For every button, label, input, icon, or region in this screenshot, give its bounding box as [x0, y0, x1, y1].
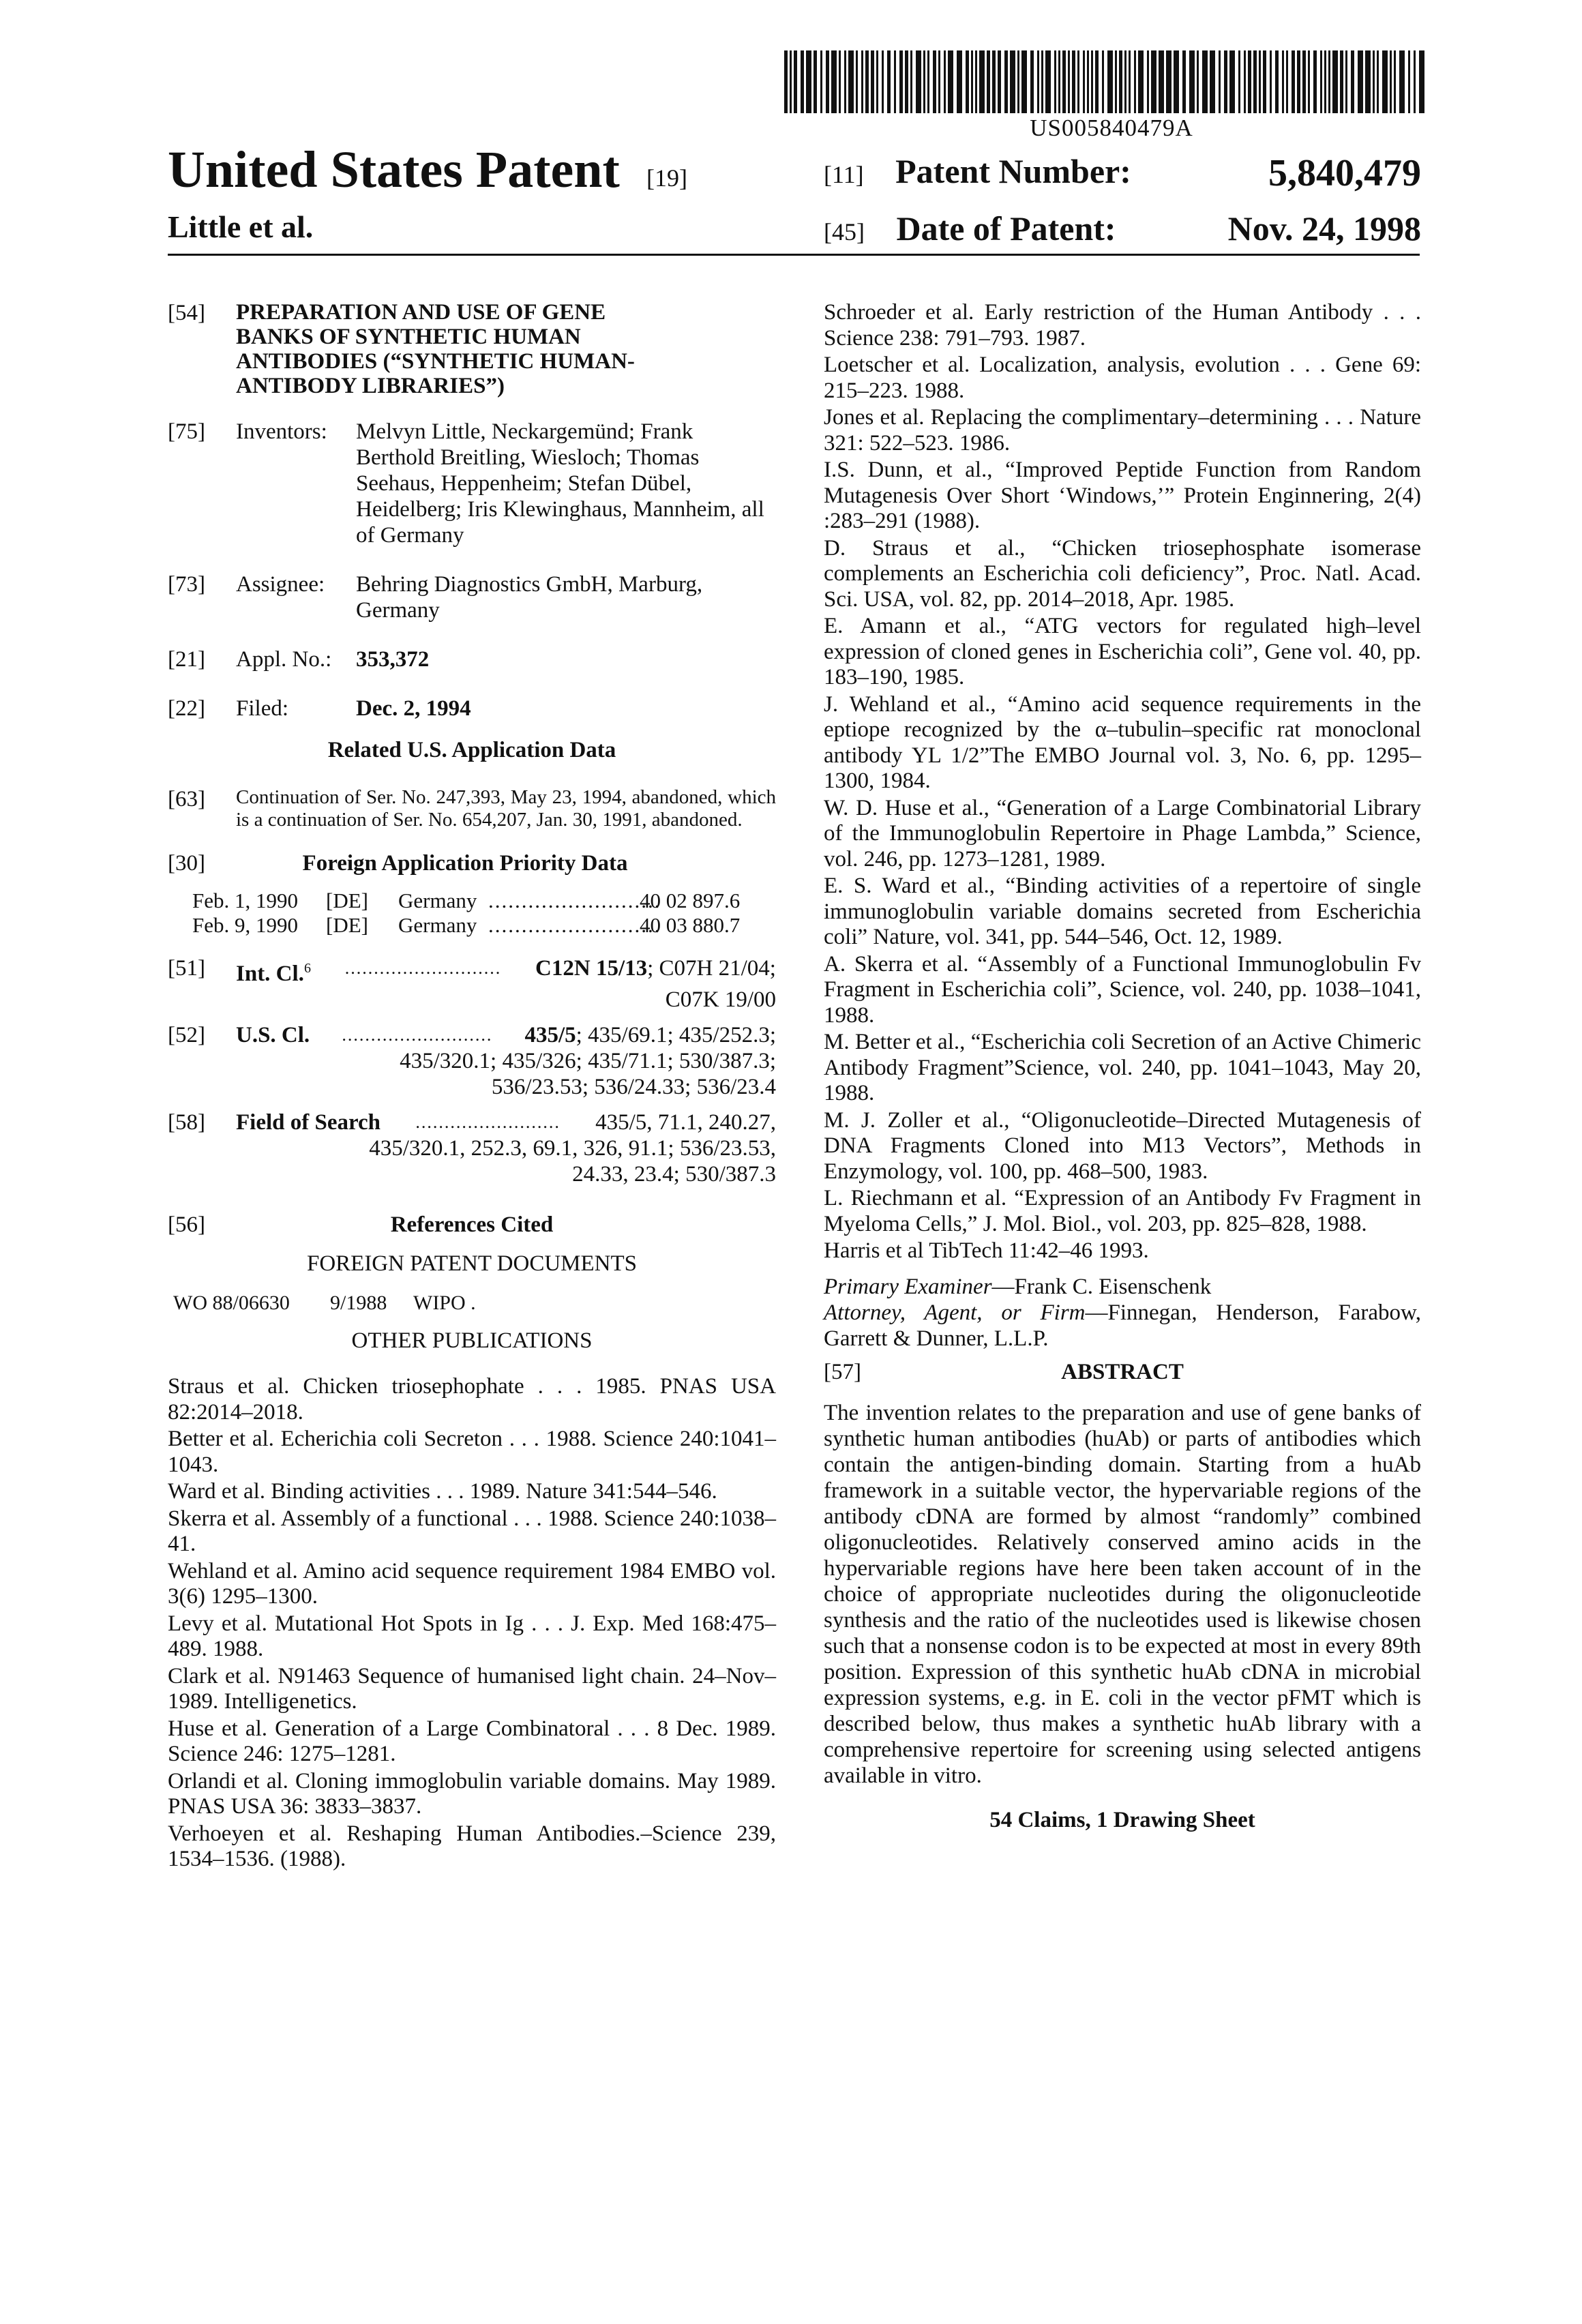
- field-of-search-line3: 24.33, 23.4; 530/387.3: [572, 1162, 776, 1187]
- barcode-bar: [1087, 50, 1089, 113]
- barcode-bar: [1340, 50, 1343, 113]
- barcode-bar: [1292, 50, 1295, 113]
- priority-table: [192, 889, 776, 938]
- barcode-bar: [923, 50, 925, 113]
- filed-block: [236, 696, 776, 721]
- barcode-bar: [1138, 50, 1144, 113]
- dot-leader: .........................: [415, 1112, 561, 1132]
- barcode-bar: [944, 50, 946, 113]
- priority-number: 40 03 880.7: [640, 913, 741, 937]
- int-cl-edition: 6: [303, 961, 311, 976]
- appl-no-block: [236, 646, 776, 672]
- barcode-bar: [1238, 50, 1240, 113]
- barcode-bar: [1358, 50, 1363, 113]
- barcode-bar: [1302, 50, 1306, 113]
- barcode-bar: [1248, 50, 1251, 113]
- us-cl-line3: 536/23.53; 536/24.33; 536/23.4: [491, 1075, 776, 1099]
- barcode-bar: [1124, 50, 1126, 113]
- publication: Ward et al. Binding activities . . . 1989. Nature 341:544–546.: [168, 1479, 717, 1504]
- barcode-bar: [1345, 50, 1347, 113]
- barcode-bar: [1259, 50, 1261, 113]
- reference: L. Riechmann et al. “Expression of an Antibody Fv Fragment in Myeloma Cells,” J. Mol. Biol., vol. 203, pp. 825–828, 1988.: [824, 1186, 1421, 1236]
- dot-leader: ..........................: [488, 913, 661, 937]
- barcode-bar: [1365, 50, 1371, 113]
- reference: J. Wehland et al., “Amino acid sequence requirements in the eptiope recognized by the α–tubulin–specific rat monoclonal antibody YL 1/2”The EMBO Journal vol. 3, No. 6, pp. 1295–1300, 1984.: [824, 691, 1421, 793]
- related-data-heading: Related U.S. Application Data: [327, 738, 616, 762]
- barcode-bar: [1166, 50, 1171, 113]
- us-cl-label: U.S. Cl.: [236, 1023, 310, 1047]
- barcode-bar: [790, 50, 792, 113]
- barcode-bar: [1308, 50, 1310, 113]
- assignee-line1: Behring Diagnostics GmbH, Marburg,: [356, 572, 703, 597]
- barcode-bar: [987, 50, 990, 113]
- barcode-bar: [1324, 50, 1326, 113]
- publication: Levy et al. Mutational Hot Spots in Ig . . . J. Exp. Med 168:475–489. 1988.: [168, 1611, 776, 1661]
- foreign-docs-heading: FOREIGN PATENT DOCUMENTS: [306, 1251, 638, 1276]
- foreign-doc-row: [173, 1292, 776, 1315]
- barcode-bar: [820, 50, 822, 113]
- barcode-bar: [1072, 50, 1075, 113]
- date-code: [45]: [824, 218, 865, 245]
- field-52: [168, 1022, 776, 1100]
- header-rule: [168, 254, 1420, 256]
- publication: Skerra et al. Assembly of a functional . . . 1988. Science 240:1038–41.: [168, 1506, 776, 1556]
- other-pubs-heading: OTHER PUBLICATIONS: [351, 1328, 593, 1353]
- field-51: [168, 955, 776, 1013]
- reference: M. J. Zoller et al., “Oligonucleotide–Directed Mutagenesis of DNA Fragments Cloned into M13 Vectors”, Methods in Enzymology, vol. 100, pp. 468–500, 1983.: [824, 1107, 1421, 1184]
- barcode-bar: [1390, 50, 1392, 113]
- patent-number-code: [11]: [824, 161, 864, 188]
- reference: Schroeder et al. Early restriction of the Human Antibody . . . Science 238: 791–793. 1987.: [824, 300, 1421, 351]
- references-heading: References Cited: [390, 1212, 554, 1237]
- barcode-bar: [1297, 50, 1300, 113]
- field-code: [57]: [824, 1359, 861, 1384]
- foreign-doc-number: WO 88/06630: [173, 1292, 290, 1314]
- barcode-bar: [905, 50, 908, 113]
- publication: Straus et al. Chicken triosephophate . . . 1985. PNAS USA 82:2014–2018.: [168, 1374, 776, 1425]
- int-cl-block: [236, 955, 776, 1013]
- field-code: [51]: [168, 956, 205, 981]
- field-56: [168, 1212, 776, 1238]
- filed-label: Filed:: [236, 696, 289, 721]
- patent-title: United States Patent: [168, 141, 620, 198]
- barcode-bar: [848, 50, 854, 113]
- field-21: [168, 646, 776, 672]
- barcode-bar: [876, 50, 878, 113]
- right-column: [824, 300, 1421, 1833]
- barcode-bar: [975, 50, 977, 113]
- barcode-bar: [1332, 50, 1338, 113]
- us-cl-rest: ; 435/69.1; 435/252.3;: [576, 1023, 776, 1047]
- barcode-bar: [1095, 50, 1099, 113]
- barcode-bar: [1045, 50, 1051, 113]
- barcode-bar: [1270, 50, 1272, 113]
- barcode-bar: [1091, 50, 1093, 113]
- barcode-bar: [1202, 50, 1208, 113]
- field-30: [168, 850, 776, 876]
- field-54: [168, 300, 776, 398]
- us-cl-line2: 435/320.1; 435/326; 435/71.1; 530/387.3;: [400, 1049, 776, 1073]
- barcode-bar: [882, 50, 884, 113]
- barcode-bar: [1147, 50, 1149, 113]
- barcode-bar: [1021, 50, 1027, 113]
- field-of-search-block: [236, 1109, 776, 1187]
- date-row: [824, 209, 1421, 248]
- int-cl-label: Int. Cl.: [236, 962, 304, 986]
- barcode-bar: [1159, 50, 1164, 113]
- field-of-search-line1: 435/5, 71.1, 240.27,: [595, 1110, 776, 1135]
- authors: Little et al.: [168, 209, 314, 244]
- barcode-bar: [1219, 50, 1221, 113]
- priority-row: [192, 889, 776, 913]
- reference: E. S. Ward et al., “Binding activities of a repertoire of single immunoglobulin variable domains secreted from Escherichia coli” Nature, vol. 341, pp. 544–546, Oct. 12, 1989.: [824, 874, 1421, 949]
- barcode-bar: [1263, 50, 1266, 113]
- field-code: [21]: [168, 647, 205, 672]
- barcode-bar: [1244, 50, 1246, 113]
- barcode-bar: [1083, 50, 1085, 113]
- barcode-bar: [1282, 50, 1284, 113]
- us-cl-main: 435/5: [524, 1023, 576, 1047]
- barcode-bar: [1313, 50, 1317, 113]
- barcode-bar: [948, 50, 953, 113]
- barcode-bar: [1010, 50, 1015, 113]
- barcode-bar: [1107, 50, 1113, 113]
- barcode-bar: [966, 50, 969, 113]
- barcode-bar: [856, 50, 858, 113]
- barcode-bar: [1119, 50, 1122, 113]
- barcode-bar: [1399, 50, 1405, 113]
- document-number: US005840479A: [1030, 115, 1193, 141]
- barcode-bar: [861, 50, 863, 113]
- publication: Huse et al. Generation of a Large Combinatoral . . . 8 Dec. 1989. Science 246: 1275–1281.: [168, 1716, 776, 1766]
- int-cl-rest: ; C07H 21/04;: [647, 956, 776, 981]
- reference: Jones et al. Replacing the complimentary–determining . . . Nature 321: 522–523. 1986.: [824, 405, 1421, 456]
- barcode-bar: [1373, 50, 1375, 113]
- primary-examiner-label: Primary Examiner: [824, 1274, 992, 1299]
- patent-number-row: [824, 151, 1421, 194]
- field-of-search-line2: 435/320.1, 252.3, 69.1, 326, 91.1; 536/23.53,: [369, 1136, 776, 1161]
- attorney: [824, 1300, 1421, 1352]
- int-cl-line2: C07K 19/00: [665, 987, 776, 1012]
- field-57: [824, 1360, 1421, 1385]
- barcode-bar: [1115, 50, 1117, 113]
- barcode-bar: [971, 50, 973, 113]
- field-code: [52]: [168, 1023, 205, 1047]
- field-code: [73]: [168, 572, 205, 597]
- barcode-bar: [957, 50, 962, 113]
- int-cl-main: C12N 15/13: [535, 956, 648, 981]
- barcode-bar: [1017, 50, 1019, 113]
- barcode-bar: [933, 50, 936, 113]
- field-code: [22]: [168, 696, 205, 721]
- field-73: [168, 571, 776, 623]
- barcode-bar: [1197, 50, 1199, 113]
- barcode-bar: [1377, 50, 1379, 113]
- primary-examiner-name: —Frank C. Eisenschenk: [991, 1274, 1212, 1299]
- field-code: [75]: [168, 419, 205, 444]
- us-cl-block: [236, 1022, 776, 1100]
- priority-date: Feb. 9, 1990: [192, 913, 298, 937]
- field-58: [168, 1109, 776, 1187]
- barcode-bar: [1129, 50, 1131, 113]
- field-code: [58]: [168, 1110, 205, 1135]
- barcode-bar: [1134, 50, 1136, 113]
- barcode-bar: [1382, 50, 1388, 113]
- barcode-bar: [844, 50, 846, 113]
- barcode-bar: [927, 50, 929, 113]
- barcode: [784, 50, 1425, 113]
- field-of-search-label: Field of Search: [236, 1110, 381, 1135]
- field-63: [168, 786, 776, 831]
- barcode-bar: [992, 50, 996, 113]
- barcode-bar: [1041, 50, 1043, 113]
- dot-leader: ..........................: [488, 889, 661, 912]
- publication: Orlandi et al. Cloning immoglobulin variable domains. May 1989. PNAS USA 36: 3833–3837.: [168, 1768, 776, 1819]
- barcode-bar: [1408, 50, 1410, 113]
- publication: Wehland et al. Amino acid sequence requirement 1984 EMBO vol. 3(6) 1295–1300.: [168, 1558, 776, 1609]
- barcode-bar: [1320, 50, 1322, 113]
- reference: I.S. Dunn, et al., “Improved Peptide Function from Random Mutagenesis Over Short ‘Windows,’” Protein Enginnering, 2(4) :283–291 (1988).: [824, 458, 1421, 533]
- primary-examiner: [824, 1274, 1421, 1300]
- dot-leader: ...........................: [344, 958, 502, 978]
- inventors-label: Inventors:: [236, 419, 327, 444]
- priority-row: [192, 913, 776, 938]
- patent-date: Nov. 24, 1998: [1227, 209, 1421, 248]
- barcode-bar: [1058, 50, 1060, 113]
- inventors-rest: Berthold Breitling, Wiesloch; Thomas Seehaus, Heppenheim; Stefan Dübel, Heidelberg; Iris Klewinghaus, Mannheim, all of Germany: [356, 445, 764, 548]
- barcode-bar: [871, 50, 874, 113]
- reference: W. D. Huse et al., “Generation of a Large Combinatorial Library of the Immunoglobulin Repertoire in Phage Lambda,” Science, vol. 246, pp. 1273–1281, 1989.: [824, 795, 1421, 872]
- barcode-bar: [1102, 50, 1104, 113]
- date-label: Date of Patent:: [896, 209, 1116, 248]
- reference: A. Skerra et al. “Assembly of a Functional Immunoglobulin Fv Fragment in Escherichia coli”, Science, vol. 240, pp. 1038–1041, 1988.: [824, 951, 1421, 1028]
- left-column: [168, 300, 776, 1874]
- priority-code: [DE]: [326, 889, 368, 912]
- inventors-line1: Melvyn Little, Neckargemünd; Frank: [356, 419, 693, 444]
- barcode-bar: [894, 50, 896, 113]
- barcode-bar: [1328, 50, 1330, 113]
- barcode-bar: [1419, 50, 1424, 113]
- barcode-bar: [1077, 50, 1079, 113]
- reference: D. Straus et al., “Chicken triosephosphate isomerase complements an Escherichia coli deficiency”, Proc. Natl. Acad. Sci. USA, vol. 82, pp. 2014–2018, Apr. 1985.: [824, 535, 1421, 612]
- barcode-bar: [806, 50, 811, 113]
- barcode-bar: [1286, 50, 1288, 113]
- priority-heading: Foreign Application Priority Data: [302, 851, 628, 876]
- foreign-doc-office: WIPO .: [413, 1292, 476, 1314]
- barcode-bar: [1030, 50, 1034, 113]
- barcode-bar: [1174, 50, 1179, 113]
- other-publications: [168, 1374, 776, 1873]
- barcode-bar: [910, 50, 912, 113]
- barcode-bar: [1351, 50, 1354, 113]
- assignee-rest: Germany: [356, 598, 440, 623]
- appl-no: 353,372: [356, 647, 430, 672]
- barcode-bar: [1062, 50, 1066, 113]
- priority-country: Germany: [398, 889, 477, 912]
- assignee-label: Assignee:: [236, 572, 325, 597]
- barcode-bar: [1394, 50, 1396, 113]
- inventors-block: [236, 419, 776, 548]
- patent-number-label: Patent Number:: [895, 152, 1131, 190]
- claims-summary: 54 Claims, 1 Drawing Sheet: [989, 1807, 1255, 1832]
- barcode-bar: [1189, 50, 1195, 113]
- barcode-bar: [839, 50, 841, 113]
- barcode-bar: [784, 50, 788, 113]
- publication: Clark et al. N91463 Sequence of humanised light chain. 24–Nov–1989. Intelligenetics.: [168, 1663, 776, 1714]
- field-code: [56]: [168, 1212, 205, 1237]
- barcode-bar: [1054, 50, 1056, 113]
- title-code: [19]: [646, 164, 687, 192]
- field-code: [30]: [168, 851, 205, 876]
- reference: Harris et al TibTech 11:42–46 1993.: [824, 1238, 1149, 1263]
- abstract-heading: ABSTRACT: [1061, 1359, 1184, 1384]
- patent-number: 5,840,479: [1268, 152, 1421, 194]
- barcode-bar: [1004, 50, 1008, 113]
- field-code: [54]: [168, 301, 205, 325]
- barcode-bar: [887, 50, 891, 113]
- barcode-bar: [916, 50, 921, 113]
- reference: Loetscher et al. Localization, analysis, evolution . . . Gene 69: 215–223. 1988.: [824, 353, 1421, 403]
- priority-country: Germany: [398, 913, 477, 937]
- field-code: [63]: [168, 787, 205, 811]
- barcode-bar: [826, 50, 829, 113]
- appl-no-label: Appl. No.:: [236, 647, 332, 672]
- barcode-bar: [1414, 50, 1416, 113]
- barcode-bar: [1210, 50, 1215, 113]
- barcode-bar: [1275, 50, 1279, 113]
- publication: Better et al. Echerichia coli Secreton . . . 1988. Science 240:1041–1043.: [168, 1427, 776, 1477]
- assignee-block: [236, 571, 776, 623]
- priority-number: 40 02 897.6: [640, 889, 741, 912]
- invention-title: PREPARATION AND USE OF GENE BANKS OF SYNTHETIC HUMAN ANTIBODIES (“SYNTHETIC HUMAN-ANTIBODY LIBRARIES”): [236, 300, 635, 398]
- priority-date: Feb. 1, 1990: [192, 889, 298, 912]
- barcode-bar: [794, 50, 797, 113]
- attorney-name: —Finnegan, Henderson, Farabow, Garrett & Dunner, L.L.P.: [824, 1300, 1421, 1351]
- field-22: [168, 696, 776, 721]
- reference: M. Better et al., “Escherichia coli Secretion of an Active Chimeric Antibody Fragment”Science, vol. 240, pp. 1041–1043, May 20, 1988.: [824, 1030, 1421, 1105]
- publication: Verhoeyen et al. Reshaping Human Antibodies.–Science 239, 1534–1536. (1988).: [168, 1821, 776, 1871]
- cited-references: [824, 300, 1421, 1264]
- barcode-bar: [831, 50, 837, 113]
- barcode-bar: [1253, 50, 1257, 113]
- attorney-label: Attorney, Agent, or Firm: [824, 1300, 1086, 1325]
- barcode-bar: [814, 50, 817, 113]
- priority-code: [DE]: [326, 913, 368, 937]
- field-75: [168, 419, 776, 548]
- barcode-bar: [938, 50, 940, 113]
- barcode-bar: [899, 50, 903, 113]
- barcode-bar: [1224, 50, 1227, 113]
- filed-date: Dec. 2, 1994: [356, 696, 471, 721]
- barcode-bar: [1037, 50, 1039, 113]
- barcode-bar: [979, 50, 985, 113]
- barcode-bar: [1068, 50, 1070, 113]
- barcode-bar: [998, 50, 1001, 113]
- barcode-bar: [1151, 50, 1156, 113]
- abstract-text: The invention relates to the preparation and use of gene banks of synthetic human antibodies (huAb) or parts of antibodies which contain the antigen-binding domain. Starting from a huAb framework in a suitable vector, the hypervariable regions of the antibody cDNA are formed by almost “randomly” combined oligonucleotides. Relatively conserved amino acids in the hypervariable regions have here been taken account of in the choice of appropriate nucleotides during the oligonucleotide synthesis and the ratio of the nucleotides used is likewise chosen such that a nonsense codon is to be expected at most in every 89th position. Expression of this synthetic huAb cDNA in microbial expression systems, e.g. in E. coli in the vector pFMT which is described below, thus makes a synthetic huAb library with a comprehensive repertoire for screening using selected antigens available in vitro.: [824, 1400, 1421, 1788]
- barcode-bar: [1229, 50, 1235, 113]
- continuation-text: Continuation of Ser. No. 247,393, May 23, 1994, abandoned, which is a continuation of Ser. No. 654,207, Jan. 30, 1991, abandoned.: [236, 786, 776, 831]
- barcode-bar: [1182, 50, 1186, 113]
- foreign-doc-date: 9/1988: [330, 1292, 387, 1314]
- dot-leader: ..........................: [342, 1025, 493, 1045]
- reference: E. Amann et al., “ATG vectors for regulated high–level expression of cloned genes in Escherichia coli”, Gene vol. 40, pp. 183–190, 1985.: [824, 614, 1421, 689]
- barcode-bar: [865, 50, 869, 113]
- barcode-bar: [801, 50, 804, 113]
